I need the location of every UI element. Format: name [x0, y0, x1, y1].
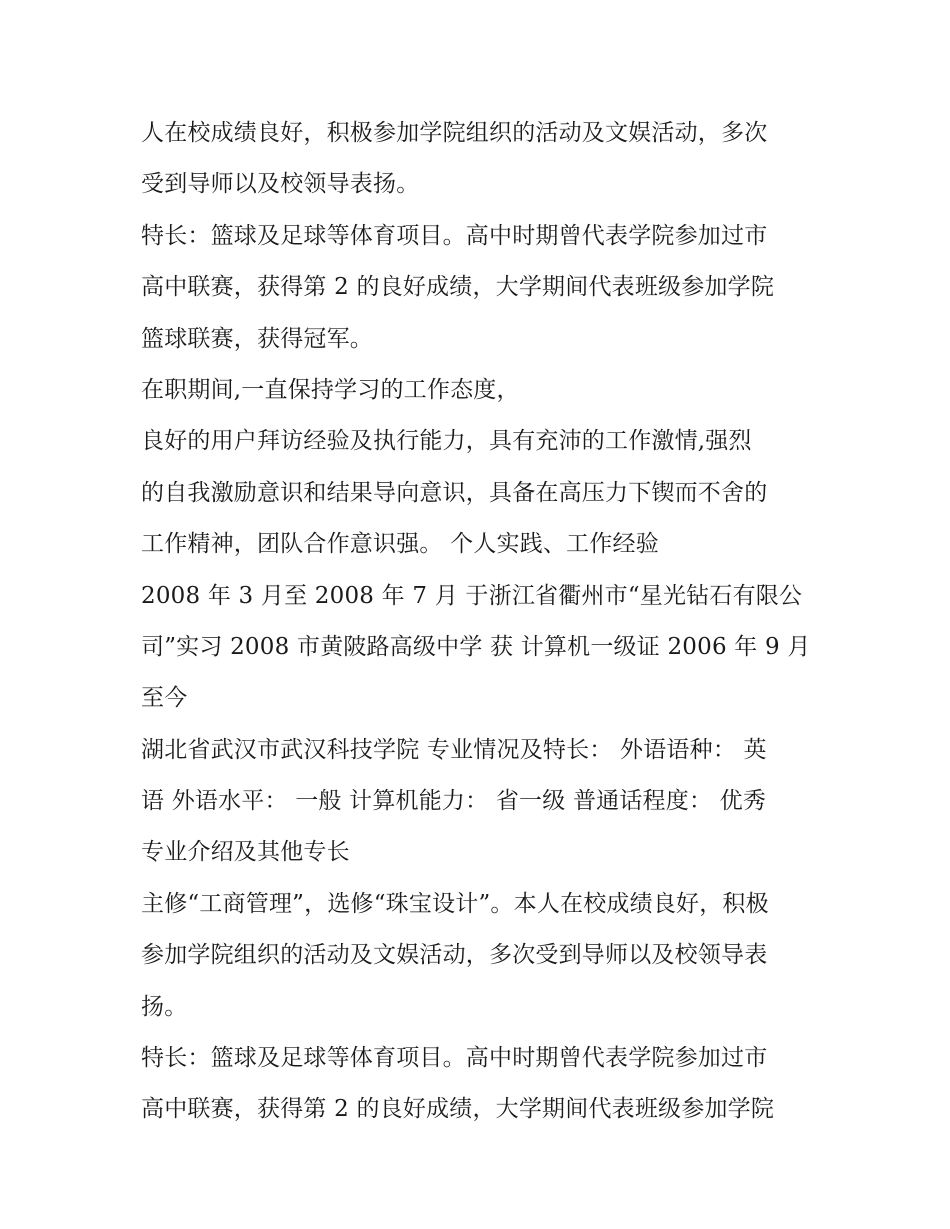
text-line: 主修“工商管理”，选修“珠宝设计”。本人在校成绩良好，积极	[141, 890, 769, 917]
text-line: 至今	[141, 685, 188, 712]
text-line: 良好的用户拜访经验及执行能力，具有充沛的工作激情,强烈	[141, 428, 752, 455]
text-line: 专业介绍及其他专长	[141, 839, 350, 866]
text-line: 高中联赛，获得第 2 的良好成绩，大学期间代表班级参加学院	[141, 1096, 775, 1123]
text-line: 语 外语水平： 一般 计算机能力： 省一级 普通话程度： 优秀	[141, 788, 767, 815]
text-line: 人在校成绩良好，积极参加学院组织的活动及文娱活动，多次	[141, 120, 768, 146]
text-line: 受到导师以及校领导表扬。	[141, 171, 420, 198]
document-body	[141, 108, 831, 1136]
text-line: 扬。	[141, 993, 188, 1020]
text-line: 的自我激励意识和结果导向意识，具备在高压力下锲而不舍的	[141, 479, 768, 506]
text-line: 特长：篮球及足球等体育项目。高中时期曾代表学院参加过市	[141, 222, 768, 249]
text-line: 湖北省武汉市武汉科技学院 专业情况及特长： 外语语种： 英	[141, 736, 767, 763]
text-line: 高中联赛，获得第 2 的良好成绩，大学期间代表班级参加学院	[141, 274, 775, 301]
text-line: 参加学院组织的活动及文娱活动，多次受到导师以及校领导表	[141, 942, 768, 969]
text-line: 2008 年 3 月至 2008 年 7 月 于浙江省衢州市“星光钻石有限公	[141, 582, 803, 609]
text-line: 工作精神，团队合作意识强。 个人实践、工作经验	[141, 531, 659, 558]
text-line: 特长：篮球及足球等体育项目。高中时期曾代表学院参加过市	[141, 1045, 768, 1072]
text-line: 在职期间,一直保持学习的工作态度，	[141, 376, 520, 403]
text-line: 司”实习 2008 市黄陂路高级中学 获 计算机一级证 2006 年 9 月	[141, 633, 811, 660]
text-line: 篮球联赛，获得冠军。	[141, 325, 373, 352]
